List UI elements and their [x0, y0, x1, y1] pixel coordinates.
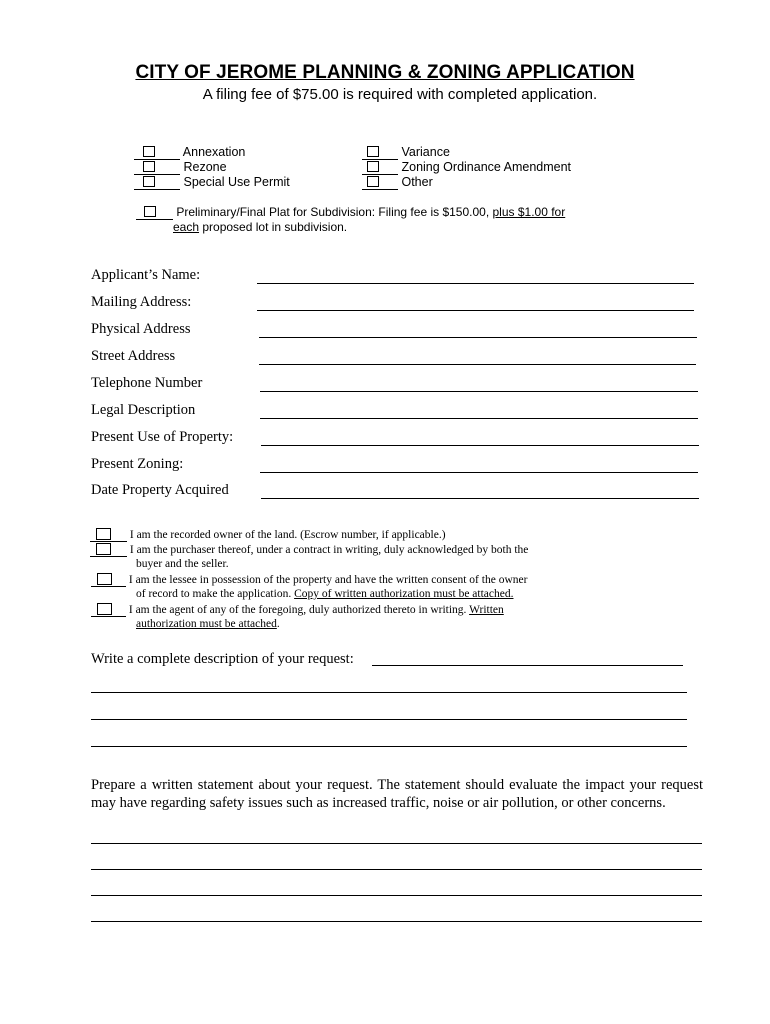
owner-checkbox[interactable]: [96, 528, 111, 540]
agent-label: I am the agent of any of the foregoing, duly authorized thereto in writing. Written: [128, 604, 504, 616]
checkbox-row-zoning-ordinance-amendment[interactable]: [362, 160, 571, 175]
lessee-row[interactable]: [91, 573, 527, 588]
plat-label-continued: each proposed lot in subdivision.: [173, 220, 348, 234]
statement-line-1[interactable]: [91, 843, 702, 844]
purchaser-label: I am the purchaser thereof, under a contract in writing, duly acknowledged by both the: [129, 544, 529, 556]
present-zoning-field[interactable]: [260, 472, 698, 473]
zoning-ordinance-amendment-label: Zoning Ordinance Amendment: [401, 160, 572, 174]
description-line-3[interactable]: [91, 719, 687, 720]
checkbox-row-variance[interactable]: [362, 145, 450, 160]
purchaser-row[interactable]: [90, 543, 528, 558]
agent-checkbox[interactable]: [97, 603, 112, 615]
present-zoning-label: Present Zoning:: [91, 456, 184, 472]
applicant-name-field[interactable]: [257, 283, 694, 284]
description-line-2[interactable]: [91, 692, 687, 693]
lessee-checkbox[interactable]: [97, 573, 112, 585]
owner-label: I am the recorded owner of the land. (Escrow number, if applicable.): [129, 529, 446, 541]
statement-line-3[interactable]: [91, 895, 702, 896]
variance-label: Variance: [401, 145, 450, 159]
telephone-number-label: Telephone Number: [91, 375, 203, 391]
plat-checkbox[interactable]: [144, 206, 156, 217]
mailing-address-label: Mailing Address:: [91, 294, 192, 310]
street-address-field[interactable]: [259, 364, 696, 365]
agent-label-continued: authorization must be attached.: [136, 618, 280, 630]
form-title: CITY OF JEROME PLANNING & ZONING APPLICATION: [135, 62, 635, 83]
variance-checkbox[interactable]: [367, 146, 379, 157]
legal-description-label: Legal Description: [91, 402, 196, 418]
description-line-1[interactable]: [372, 665, 683, 666]
mailing-address-field[interactable]: [257, 310, 694, 311]
rezone-label: Rezone: [183, 160, 227, 174]
present-use-field[interactable]: [261, 445, 699, 446]
owner-row[interactable]: [90, 528, 446, 543]
zoning-ordinance-amendment-checkbox[interactable]: [367, 161, 379, 172]
plat-row[interactable]: [136, 205, 565, 220]
checkbox-row-rezone[interactable]: [134, 160, 227, 175]
other-checkbox[interactable]: [367, 176, 379, 187]
lessee-label-continued: of record to make the application. Copy of written authorization must be attached.: [136, 588, 514, 600]
statement-line-4[interactable]: [91, 921, 702, 922]
agent-row[interactable]: [91, 603, 504, 618]
rezone-checkbox[interactable]: [143, 161, 155, 172]
purchaser-checkbox[interactable]: [96, 543, 111, 555]
telephone-number-field[interactable]: [260, 391, 698, 392]
annexation-checkbox[interactable]: [143, 146, 155, 157]
statement-line-2[interactable]: [91, 869, 702, 870]
description-prompt: Write a complete description of your request:: [91, 651, 354, 667]
lessee-label: I am the lessee in possession of the property and have the written consent of the owner: [128, 574, 528, 586]
purchaser-label-continued: buyer and the seller.: [136, 558, 229, 570]
present-use-label: Present Use of Property:: [91, 429, 234, 445]
special-use-permit-checkbox[interactable]: [143, 176, 155, 187]
date-acquired-label: Date Property Acquired: [91, 482, 229, 498]
plat-label: Preliminary/Final Plat for Subdivision: Filing fee is $150.00, plus $1.00 for: [176, 205, 566, 219]
statement-instructions: Prepare a written statement about your request. The statement should evaluate the impact your request may have regarding safety issues such as increased traffic, noise or air pollution, or other concerns.: [91, 777, 703, 811]
physical-address-label: Physical Address: [91, 321, 191, 337]
other-label: Other: [401, 175, 433, 189]
description-line-4[interactable]: [91, 746, 687, 747]
applicant-name-label: Applicant’s Name:: [91, 267, 201, 283]
physical-address-field[interactable]: [259, 337, 697, 338]
filing-fee-note: A filing fee of $75.00 is required with completed application.: [202, 86, 598, 103]
street-address-label: Street Address: [91, 348, 176, 364]
annexation-label: Annexation: [182, 145, 246, 159]
date-acquired-field[interactable]: [261, 498, 699, 499]
checkbox-row-special-use-permit[interactable]: [134, 175, 290, 190]
legal-description-field[interactable]: [260, 418, 698, 419]
checkbox-row-annexation[interactable]: [134, 145, 245, 160]
special-use-permit-label: Special Use Permit: [183, 175, 290, 189]
checkbox-row-other[interactable]: [362, 175, 433, 190]
